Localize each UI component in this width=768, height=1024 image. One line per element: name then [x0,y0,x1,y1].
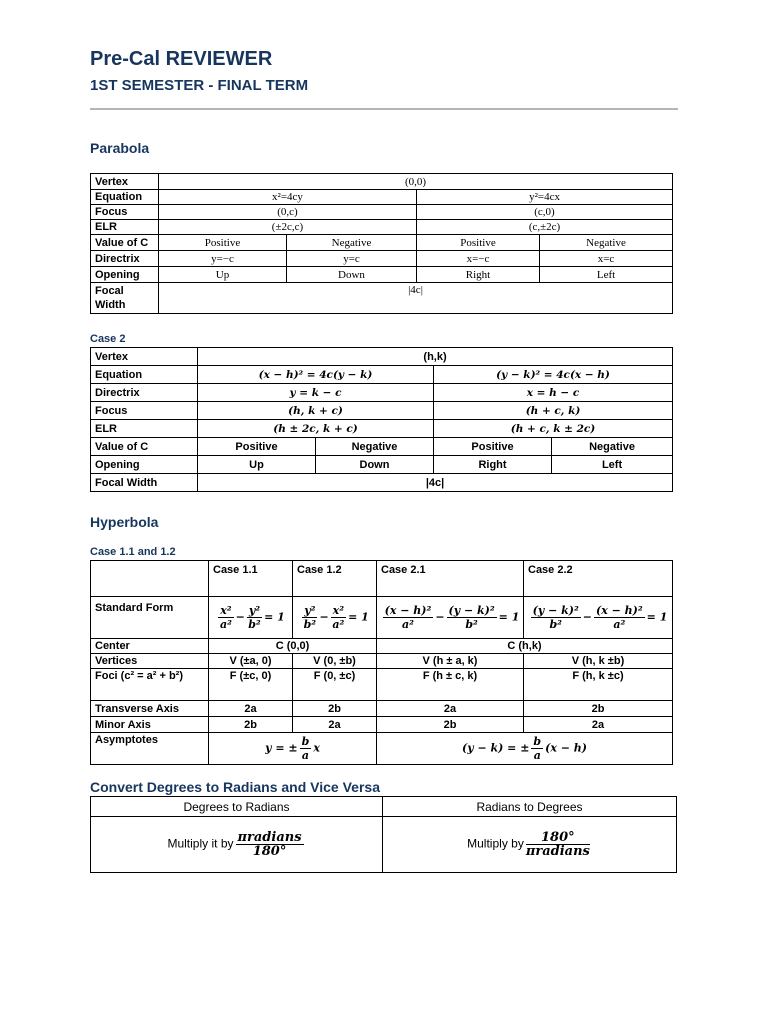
table-row [91,669,673,701]
column-header: Degrees to Radians [91,797,383,817]
table-row [91,205,673,220]
row-label: Directrix [91,251,159,267]
directrix-vertical: y = k − c [198,384,434,402]
row-label: Directrix [91,384,198,402]
focus-vertical: (0,c) [159,205,417,220]
cell: x=c [540,251,673,267]
cell: Up [198,456,316,474]
table-row [91,733,673,765]
cell: F (h ± c, k) [377,669,524,701]
cell: Negative [287,235,417,251]
equation-horizontal: (y − k)² = 4c(x − h) [434,366,673,384]
numerator: (y − k)² [448,604,495,617]
cell: F (±c, 0) [209,669,293,701]
cell: y=−c [159,251,287,267]
table-row [91,654,673,669]
cell: Positive [159,235,287,251]
table-row [91,474,673,492]
parabola-case1-table [90,173,673,314]
numerator: x² [220,604,232,617]
equals-one: = 1 [348,610,369,624]
denominator: b² [303,618,317,631]
cell: 2a [209,701,293,717]
elr-vertical: (h ± 2c, k + c) [198,420,434,438]
cell: V (h ± a, k) [377,654,524,669]
table-row [91,251,673,267]
table-row [91,402,673,420]
denominator: πradians [525,844,590,859]
numerator: b [533,735,542,748]
row-label: Vertex [91,174,159,190]
row-label: Value of C [91,438,198,456]
equals-one: = 1 [498,610,520,624]
table-row [91,267,673,283]
table-row [91,456,673,474]
elr-vertical: (±2c,c) [159,220,417,235]
table-row [91,597,673,639]
table-row [91,190,673,205]
vertex-value: (h,k) [198,348,673,366]
column-header: Case 2.1 [377,561,524,597]
cell: V (0, ±b) [293,654,377,669]
instruction-text: Multiply by [467,836,524,851]
cell: Left [540,267,673,283]
cell: Up [159,267,287,283]
standard-form-case-2-1: $\frac{\text{(x − h)²}}{\text{a²}}$ − $\frac{\text{(y − k)²}}{\text{b²}}$ = 1 [377,597,524,639]
convert-heading: Convert Degrees to Radians and Vice Versa [90,779,380,795]
focus-horizontal: (h + c, k) [434,402,673,420]
denominator: a [301,749,310,762]
column-header: Case 1.2 [293,561,377,597]
table-row [91,235,673,251]
table-row [91,348,673,366]
standard-form-case-1-2: $\frac{\text{y²}}{\text{b²}}$ − $\frac{\text{x²}}{\text{a²}}$ = 1 [293,597,377,639]
vertex-value: (0,0) [159,174,673,190]
cell: V (h, k ±b) [524,654,673,669]
row-label: Transverse Axis [91,701,209,717]
numerator: (x − h)² [384,604,432,617]
cell: Right [417,267,540,283]
parabola-case2-table [90,347,673,492]
row-label: Value of C [91,235,159,251]
cell: 2b [524,701,673,717]
instruction-text: Multiply it by [167,836,234,851]
focus-horizontal: (c,0) [417,205,673,220]
cell: Down [316,456,434,474]
row-label: Vertex [91,348,198,366]
numerator: y² [248,604,261,617]
numerator: b [301,735,310,748]
equation-horizontal: y²=4cx [417,190,673,205]
focal-width-value: |4c| [159,283,673,314]
cell: 2a [293,717,377,733]
equation-vertical: x²=4cy [159,190,417,205]
numerator: x² [332,604,345,617]
row-label: Focal Width [91,283,159,314]
cell: Positive [434,438,552,456]
numerator: y² [304,604,316,617]
column-header: Radians to Degrees [383,797,677,817]
row-label: ELR [91,420,198,438]
hyperbola-case-label: Case 1.1 and 1.2 [90,546,176,558]
directrix-horizontal: x = h − c [434,384,673,402]
cell: 2a [524,717,673,733]
table-row [91,561,673,597]
cell: Negative [316,438,434,456]
header-divider [90,108,678,110]
radians-to-degrees-cell [383,817,677,873]
row-label: Standard Form [91,597,209,639]
table-row [91,817,677,873]
cell: x=−c [417,251,540,267]
cell: 2b [209,717,293,733]
denominator: b² [465,618,478,631]
elr-horizontal: (c,±2c) [417,220,673,235]
table-row [91,438,673,456]
numerator: 180° [526,831,590,845]
row-label: ELR [91,220,159,235]
row-label: Focus [91,205,159,220]
cell: Down [287,267,417,283]
denominator: a [533,749,541,762]
corner-cell [91,561,209,597]
case-2-label: Case 2 [90,333,126,345]
page-subtitle: 1ST SEMESTER - FINAL TERM [90,77,309,94]
table-row [91,701,673,717]
asymptote-rhs: (x − h) [545,741,587,755]
asymptote-lhs: y = ± [265,741,298,755]
cell: Left [552,456,673,474]
table-row [91,717,673,733]
table-row [91,384,673,402]
numerator: πradians [237,830,302,845]
convert-table [90,796,677,873]
denominator: a² [332,618,345,631]
row-label: Vertices [91,654,209,669]
hyperbola-table [90,560,673,765]
cell: 2b [293,701,377,717]
cell: F (0, ±c) [293,669,377,701]
column-header: Case 1.1 [209,561,293,597]
denominator: a² [402,618,414,631]
standard-form-case-1-1: $\frac{\text{x²}}{\text{a²}}$ − $\frac{\text{y²}}{\text{b²}}$ = 1 [209,597,293,639]
asymptote-case-2 [377,733,673,765]
numerator: (y − k)² [532,604,579,617]
row-label: Focus [91,402,198,420]
row-label: Opening [91,456,198,474]
page-title: Pre-Cal REVIEWER [90,48,273,70]
cell: Positive [198,438,316,456]
row-label: Foci (c² = a² + b²) [91,669,209,701]
row-label: Asymptotes [91,733,209,765]
cell: F (h, k ±c) [524,669,673,701]
asymptote-case-1 [209,733,377,765]
equals-one: = 1 [264,610,285,624]
table-row [91,283,673,314]
row-label: Minor Axis [91,717,209,733]
center-case-1: C (0,0) [209,639,377,654]
parabola-heading: Parabola [90,140,150,156]
table-row [91,797,677,817]
degrees-to-radians-cell [91,817,383,873]
row-label: Equation [91,366,198,384]
column-header: Case 2.2 [524,561,673,597]
hyperbola-heading: Hyperbola [90,514,159,530]
row-label: Focal Width [91,474,198,492]
cell: Positive [417,235,540,251]
asymptote-rhs: x [313,741,320,755]
cell: 2b [377,717,524,733]
asymptote-lhs: (y − k) = ± [462,741,530,755]
denominator: a² [219,618,232,631]
table-row [91,366,673,384]
elr-horizontal: (h + c, k ± 2c) [434,420,673,438]
cell: y=c [287,251,417,267]
table-row [91,220,673,235]
row-label: Equation [91,190,159,205]
denominator: b² [248,618,261,631]
table-row [91,639,673,654]
standard-form-case-2-2: $\frac{\text{(y − k)²}}{\text{b²}}$ − $\frac{\text{(x − h)²}}{\text{a²}}$ = 1 [524,597,673,639]
equals-one: = 1 [646,610,668,624]
table-row [91,174,673,190]
focal-width-value: |4c| [198,474,673,492]
cell: Right [434,456,552,474]
cell: Negative [552,438,673,456]
denominator: a² [613,618,626,631]
row-label: Opening [91,267,159,283]
center-case-2: C (h,k) [377,639,673,654]
equation-vertical: (x − h)² = 4c(y − k) [198,366,434,384]
denominator: b² [549,618,562,631]
cell: V (±a, 0) [209,654,293,669]
focus-vertical: (h, k + c) [198,402,434,420]
cell: Negative [540,235,673,251]
table-row [91,420,673,438]
cell: 2a [377,701,524,717]
denominator: 180° [252,844,287,859]
numerator: (x − h)² [595,604,643,617]
row-label: Center [91,639,209,654]
